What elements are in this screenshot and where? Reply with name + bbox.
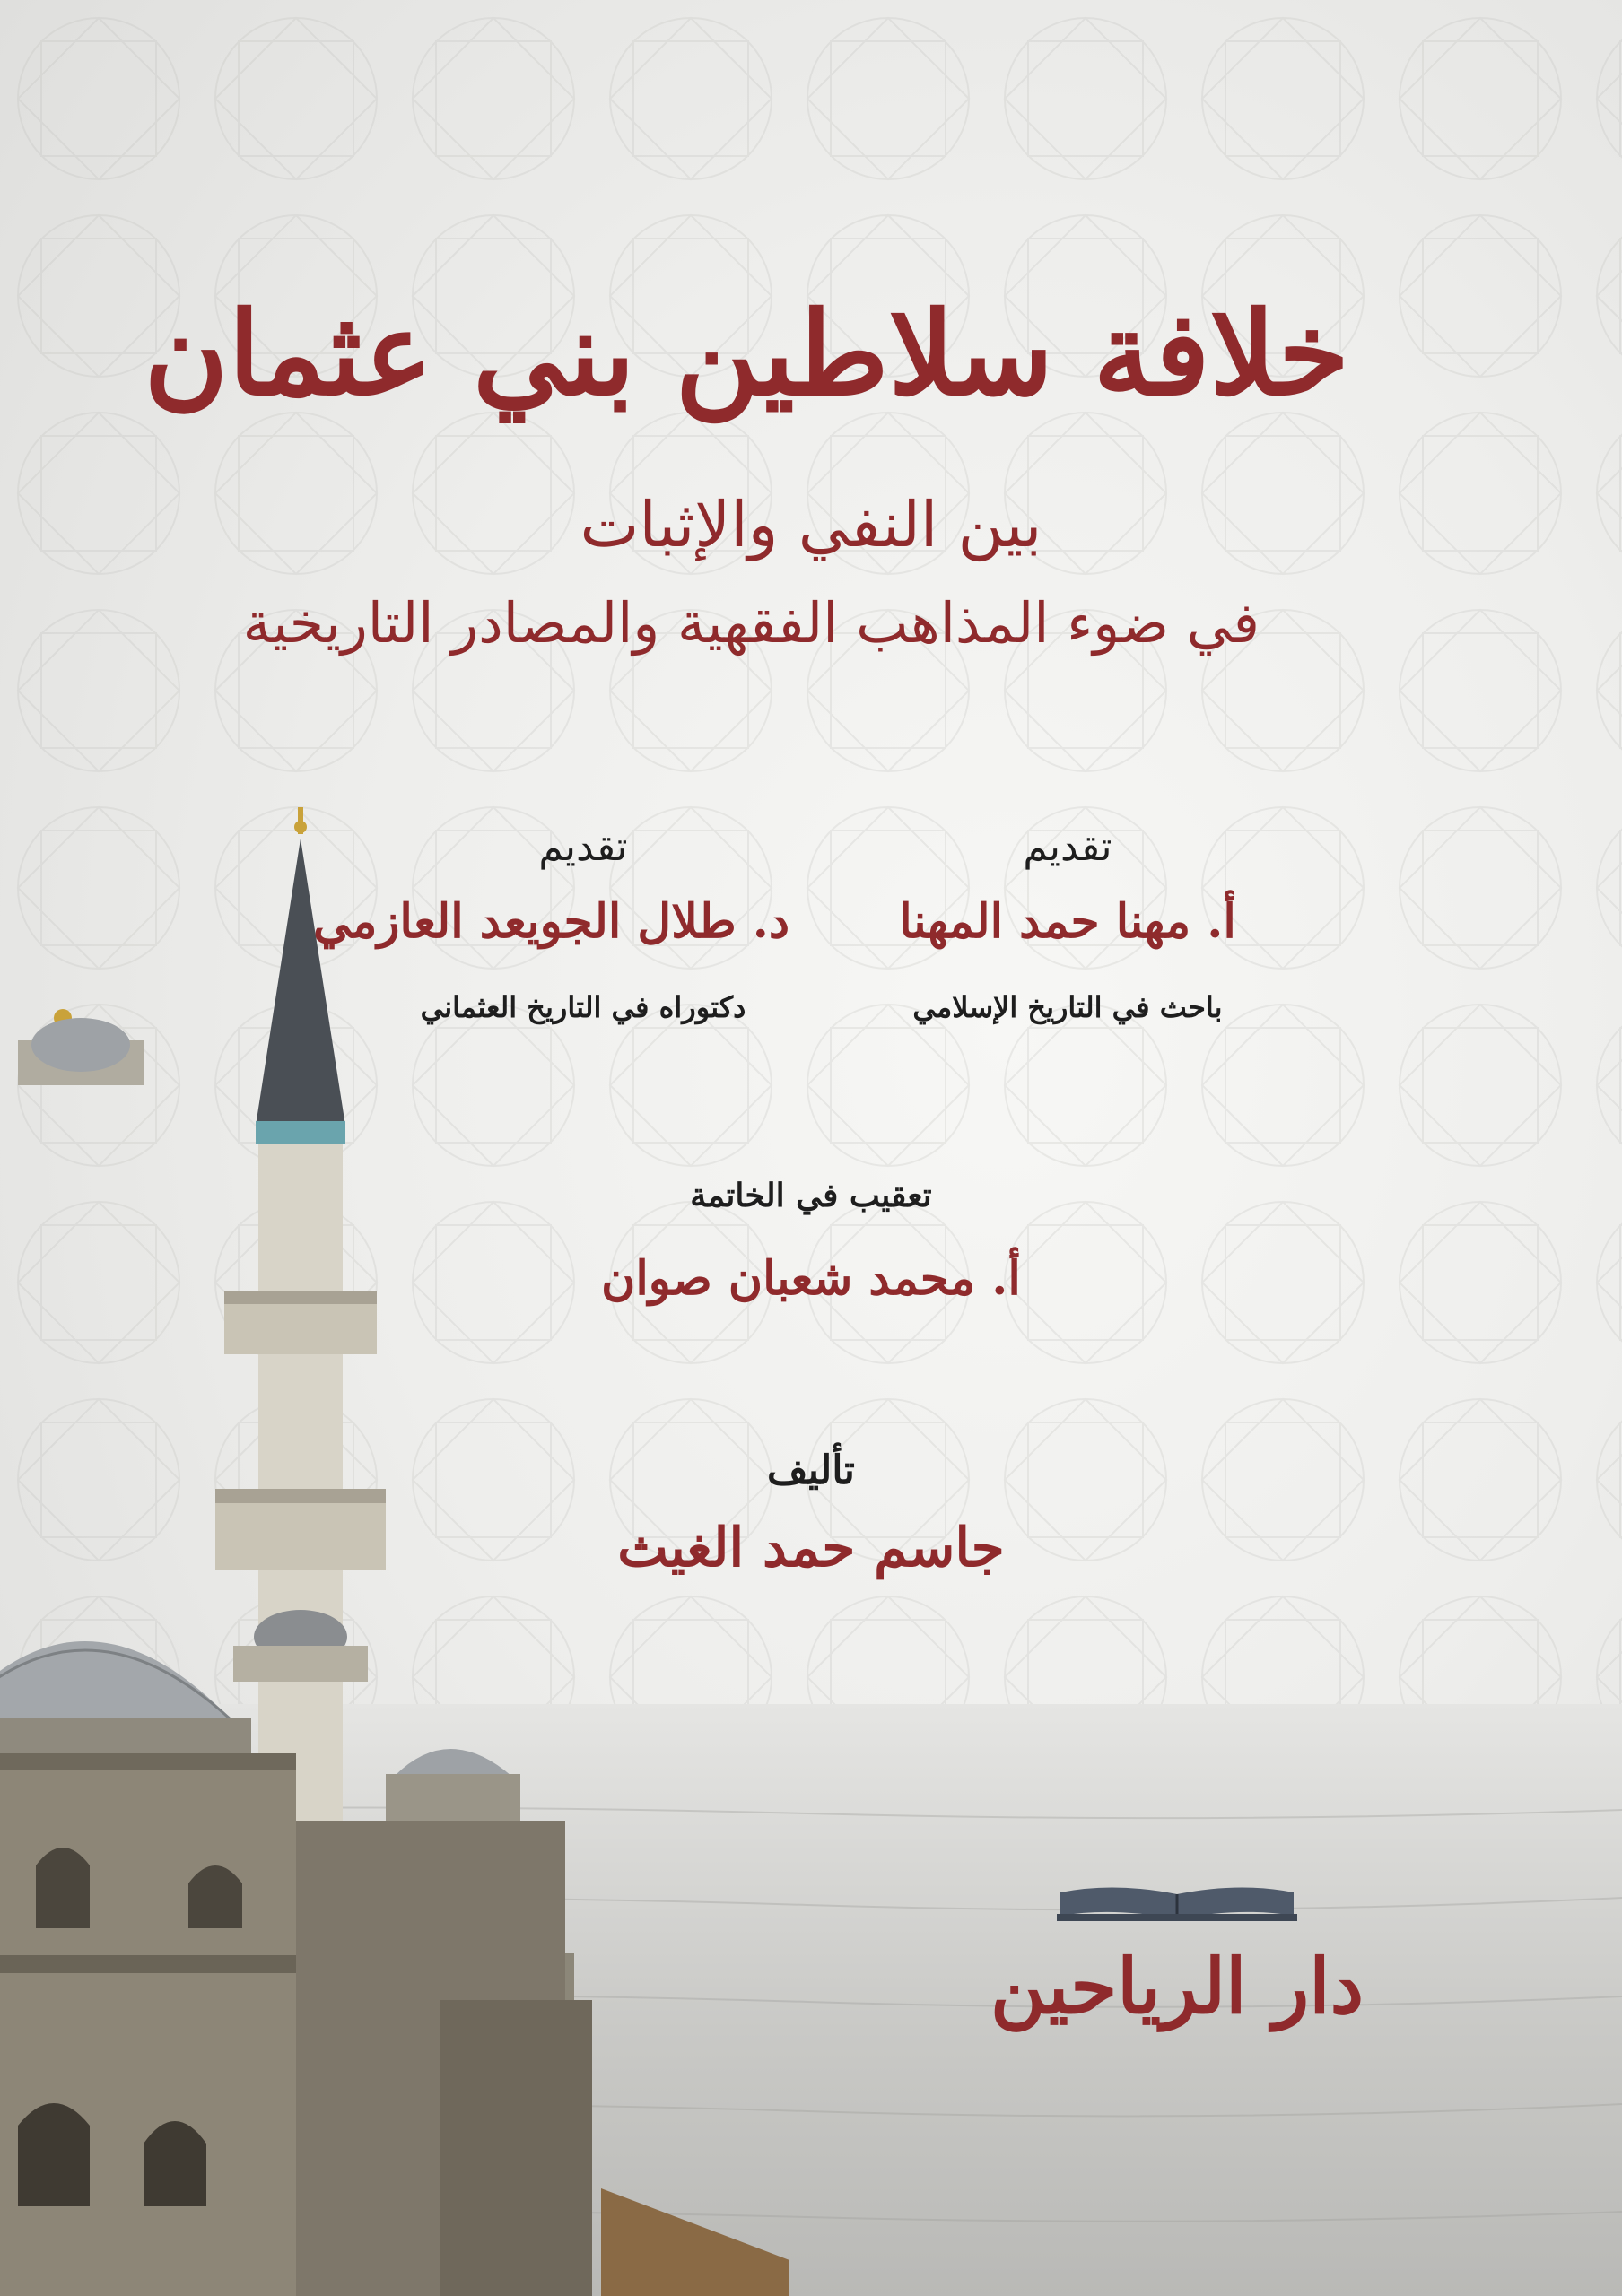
authorship-label: تأليف <box>767 1448 855 1493</box>
author-name: جاسم حمد الغيث <box>617 1517 1005 1579</box>
afterword-label: تعقيب في الخاتمة <box>690 1177 932 1214</box>
open-book-icon <box>1051 1874 1303 1928</box>
mosque-body <box>0 1753 789 2296</box>
subtitle-line-2: في ضوء المذاهب الفقهية والمصادر التاريخية <box>242 590 1260 656</box>
foreword-name-1: أ. مهنا حمد المهنا <box>899 894 1236 949</box>
foreword-label-1: تقديم <box>1023 824 1112 870</box>
book-title: خلافة سلاطين بني عثمان <box>144 287 1349 422</box>
main-dome <box>0 1009 251 1753</box>
foreword-label-2: تقديم <box>538 824 628 870</box>
foreword-description-1: باحث في التاريخ الإسلامي <box>912 990 1223 1024</box>
foreword-description-2: دكتوراه في التاريخ العثماني <box>420 990 746 1024</box>
publisher-name: دار الرياحين <box>990 1942 1364 2031</box>
subtitle-line-1: بين النفي والإثبات <box>580 488 1042 561</box>
afterword-name: أ. محمد شعبان صوان <box>601 1251 1021 1306</box>
foreword-name-2: د. طلال الجويعد العازمي <box>313 894 789 949</box>
